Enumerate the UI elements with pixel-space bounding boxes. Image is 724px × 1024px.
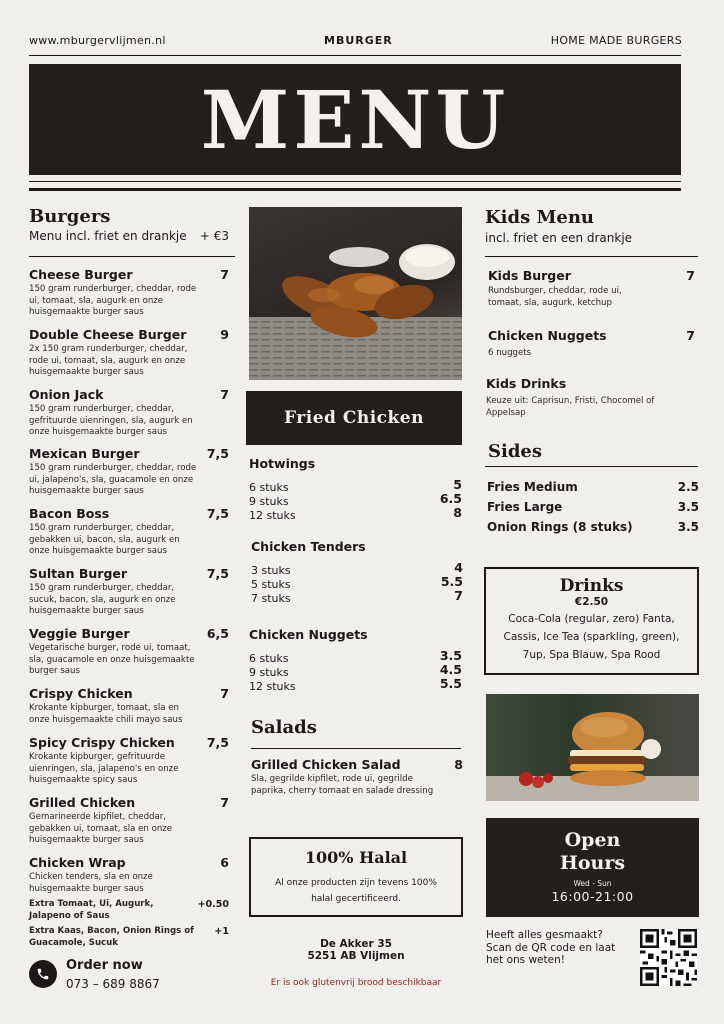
burger-item bbox=[29, 387, 235, 439]
drinks-price: €2.50 bbox=[574, 596, 609, 608]
chicken-row-label: 3 stuks bbox=[251, 564, 291, 577]
burger-price: 6,5 bbox=[206, 626, 229, 641]
chicken-row-label: 7 stuks bbox=[251, 592, 291, 605]
burger-description: 150 gram runderburger, cheddar, sucuk, bacon, sla, augurk en onze huisgemaakte burger saus bbox=[29, 583, 176, 617]
kids-menu-subtitle: incl. friet en een drankje bbox=[485, 231, 633, 245]
side-item bbox=[487, 480, 699, 494]
kids-item bbox=[486, 376, 693, 419]
chicken-row bbox=[249, 477, 462, 494]
extra-row bbox=[29, 926, 235, 949]
divider bbox=[485, 256, 698, 257]
side-price: 3.5 bbox=[677, 500, 699, 514]
drinks-box bbox=[484, 567, 699, 675]
kids-item-description: 6 nuggets bbox=[488, 348, 532, 358]
burger-description: 150 gram runderburger, cheddar, rode ui, tomaat, sla, augurk en onze huisgemaakte burger saus bbox=[29, 284, 197, 318]
burgers-subtitle-price: + €3 bbox=[199, 229, 229, 243]
kids-item-price: 7 bbox=[686, 268, 695, 283]
side-price: 3.5 bbox=[677, 520, 699, 534]
kids-menu-title: Kids Menu bbox=[485, 207, 595, 228]
burger-description: 2x 150 gram runderburger, cheddar, rode ui, tomaat, sla, augurk en onze huisgemaakte burger saus bbox=[29, 344, 188, 378]
chicken-row bbox=[249, 505, 462, 522]
extra-label: Extra Kaas, Bacon, Onion Rings of Guacamole, Sucuk bbox=[29, 926, 194, 948]
burger-description: 150 gram runderburger, cheddar, gebakken ui, bacon, sla, augurk en onze huisgemaakte burger saus bbox=[29, 523, 180, 557]
chicken-row-price: 8 bbox=[453, 505, 462, 520]
divider bbox=[29, 181, 681, 182]
burger-name: Grilled Chicken bbox=[29, 795, 136, 810]
address bbox=[249, 938, 463, 962]
chicken-row-label: 6 stuks bbox=[249, 652, 289, 665]
sides-title: Sides bbox=[488, 441, 543, 462]
burger-name: Mexican Burger bbox=[29, 446, 140, 461]
burger-description: 150 gram runderburger, cheddar, gefrituurde uienringen, sla, augurk en onze huisgemaakte burger saus bbox=[29, 404, 193, 438]
chicken-row-label: 12 stuks bbox=[249, 509, 296, 522]
chicken-row-label: 5 stuks bbox=[251, 578, 291, 591]
kids-item bbox=[488, 328, 695, 360]
burger-price: 7,5 bbox=[206, 506, 229, 521]
address-line1: De Akker 35 bbox=[320, 938, 392, 950]
chicken-row bbox=[249, 648, 462, 665]
burger-description: Krokante kipburger, tomaat, sla en onze huisgemaakte chili mayo saus bbox=[29, 703, 183, 725]
burger-price: 9 bbox=[220, 327, 229, 342]
address-line2: 5251 AB Vlijmen bbox=[307, 950, 405, 962]
chicken-row-price: 3.5 bbox=[439, 648, 462, 663]
burger-price: 7,5 bbox=[206, 566, 229, 581]
phone-icon[interactable] bbox=[29, 960, 57, 988]
burger-name: Crispy Chicken bbox=[29, 686, 133, 701]
burger-item bbox=[29, 626, 235, 678]
kids-item-price: 7 bbox=[686, 328, 695, 343]
banner-title: MENU bbox=[200, 72, 510, 167]
burger-price: 6 bbox=[220, 855, 229, 870]
burger-price: 7 bbox=[220, 686, 229, 701]
extra-label: Extra Tomaat, Ui, Augurk, Jalapeno of Saus bbox=[29, 899, 154, 921]
chicken-row bbox=[251, 588, 463, 605]
burger-price: 7 bbox=[220, 795, 229, 810]
burger-item bbox=[29, 506, 235, 558]
chicken-row-price: 4.5 bbox=[439, 662, 462, 677]
burgers-title: Burgers bbox=[29, 206, 111, 227]
side-name: Onion Rings (8 stuks) bbox=[487, 520, 633, 534]
fried-chicken-banner bbox=[246, 391, 462, 445]
chicken-row-price: 5 bbox=[453, 477, 462, 492]
chicken-row-label: 9 stuks bbox=[249, 495, 289, 508]
chicken-row-price: 4 bbox=[454, 560, 463, 575]
order-now-label: Order now bbox=[66, 958, 143, 973]
gluten-note: Er is ook glutenvrij brood beschikbaar bbox=[270, 978, 442, 988]
open-hours-title-2: Hours bbox=[559, 852, 626, 874]
burger-name: Bacon Boss bbox=[29, 506, 110, 521]
divider bbox=[29, 256, 235, 257]
burgers-subtitle-text: Menu incl. friet en drankje bbox=[29, 229, 187, 243]
burger-name: Cheese Burger bbox=[29, 267, 133, 282]
order-phone[interactable]: 073 – 689 8867 bbox=[66, 977, 160, 991]
chicken-row-label: 9 stuks bbox=[249, 666, 289, 679]
kids-item-name: Kids Burger bbox=[488, 268, 571, 283]
divider bbox=[29, 188, 681, 191]
burger-name: Spicy Crispy Chicken bbox=[29, 735, 175, 750]
open-hours-title-1: Open bbox=[564, 829, 621, 851]
burger-item bbox=[29, 566, 235, 618]
burgers-subtitle bbox=[29, 229, 235, 243]
kids-item-name: Kids Drinks bbox=[486, 376, 567, 391]
kids-item bbox=[488, 268, 695, 309]
burger-description: Vegetarische burger, rode ui, tomaat, sla, guacamole en onze huisgemaakte burger saus bbox=[29, 643, 195, 677]
chicken-row-price: 7 bbox=[454, 588, 463, 603]
extra-price: +1 bbox=[214, 926, 229, 937]
chicken-group-title: Chicken Nuggets bbox=[249, 627, 368, 642]
chicken-group-title: Chicken Tenders bbox=[251, 539, 366, 554]
halal-title: 100% Halal bbox=[304, 848, 408, 867]
extra-row bbox=[29, 899, 235, 922]
chicken-row-price: 5.5 bbox=[439, 676, 462, 691]
menu-banner bbox=[29, 64, 681, 175]
burger-name: Veggie Burger bbox=[29, 626, 130, 641]
burger-name: Onion Jack bbox=[29, 387, 104, 402]
side-name: Fries Large bbox=[487, 500, 563, 514]
chicken-row bbox=[249, 491, 462, 508]
side-name: Fries Medium bbox=[487, 480, 578, 494]
halal-text: Al onze producten zijn tevens 100% halal gecertificeerd. bbox=[275, 878, 437, 904]
chicken-row-price: 6.5 bbox=[439, 491, 462, 506]
kids-item-name: Chicken Nuggets bbox=[488, 328, 607, 343]
burger-description: Krokante kipburger, gefrituurde uienringen, sla, jalapeno's en onze huisgemaakte spicy saus bbox=[29, 752, 179, 786]
open-time: 16:00-21:00 bbox=[551, 889, 634, 904]
side-item bbox=[487, 500, 699, 514]
burger-item bbox=[29, 267, 235, 319]
chicken-group-title: Hotwings bbox=[249, 456, 316, 471]
open-days: Wed - Sun bbox=[573, 879, 612, 888]
drinks-text: Coca-Cola (regular, zero) Fanta, Cassis, Ice Tea (sparkling, green), 7up, Spa Blauw, Spa Rood bbox=[503, 613, 680, 661]
burger-price: 7 bbox=[220, 267, 229, 282]
fried-chicken-image bbox=[249, 207, 462, 380]
side-price: 2.5 bbox=[677, 480, 699, 494]
burger-description: Gemarineerde kipfilet, cheddar, gebakken ui, tomaat, sla en onze huisgemaakte burger saus bbox=[29, 812, 173, 846]
burger-name: Sultan Burger bbox=[29, 566, 128, 581]
burger-price: 7,5 bbox=[206, 735, 229, 750]
burger-description: 150 gram runderburger, cheddar, rode ui, jalapeno's, sla, guacamole en onze huisgemaakte burger saus bbox=[29, 463, 197, 497]
burgers-section bbox=[29, 206, 235, 243]
burger-price: 7 bbox=[220, 387, 229, 402]
burger-item bbox=[29, 795, 235, 847]
divider bbox=[29, 55, 681, 56]
qr-caption: Heeft alles gesmaakt? Scan de QR code en laat het ons weten! bbox=[486, 929, 616, 966]
burger-item bbox=[29, 735, 235, 787]
burger-name: Double Cheese Burger bbox=[29, 327, 187, 342]
salad-item bbox=[251, 757, 463, 797]
salad-description: Sla, gegrilde kipfilet, rode ui, gegrilde paprika, cherry tomaat en salade dressing bbox=[251, 774, 434, 796]
burger-item bbox=[29, 855, 235, 895]
chicken-row-label: 12 stuks bbox=[249, 680, 296, 693]
website-url[interactable]: www.mburgervlijmen.nl bbox=[29, 34, 166, 47]
burger-name: Chicken Wrap bbox=[29, 855, 126, 870]
chicken-row-price: 5.5 bbox=[440, 574, 463, 589]
fried-chicken-title: Fried Chicken bbox=[284, 408, 424, 428]
burger-item bbox=[29, 446, 235, 498]
divider bbox=[485, 466, 698, 467]
drinks-title: Drinks bbox=[559, 576, 624, 596]
burger-item bbox=[29, 686, 235, 726]
burger-image bbox=[486, 694, 699, 801]
chicken-row bbox=[251, 574, 463, 591]
chicken-row-label: 6 stuks bbox=[249, 481, 289, 494]
chicken-row bbox=[249, 676, 462, 693]
side-item bbox=[487, 520, 699, 534]
salads-title: Salads bbox=[251, 717, 317, 738]
halal-box bbox=[249, 837, 463, 917]
chicken-row bbox=[251, 560, 463, 577]
kids-item-description: Rundsburger, cheddar, rode ui, tomaat, sla, augurk, ketchup bbox=[488, 286, 622, 308]
burger-description: Chicken tenders, sla en onze huisgemaakte burger saus bbox=[29, 872, 153, 894]
chicken-row bbox=[249, 662, 462, 679]
fried-chicken-photo bbox=[249, 207, 462, 380]
divider bbox=[251, 748, 461, 749]
salad-price: 8 bbox=[454, 757, 463, 772]
burger-item bbox=[29, 327, 235, 379]
open-hours-box bbox=[486, 818, 699, 917]
kids-item-description: Keuze uit: Caprisun, Fristi, Chocomel of Appelsap bbox=[486, 396, 655, 418]
brand-name: MBURGER bbox=[324, 34, 393, 47]
extra-price: +0.50 bbox=[197, 899, 229, 910]
qr-code-icon[interactable] bbox=[640, 929, 697, 986]
tagline: HOME MADE BURGERS bbox=[550, 34, 682, 47]
burger-price: 7,5 bbox=[206, 446, 229, 461]
burger-photo bbox=[486, 694, 699, 801]
salad-name: Grilled Chicken Salad bbox=[251, 757, 401, 772]
